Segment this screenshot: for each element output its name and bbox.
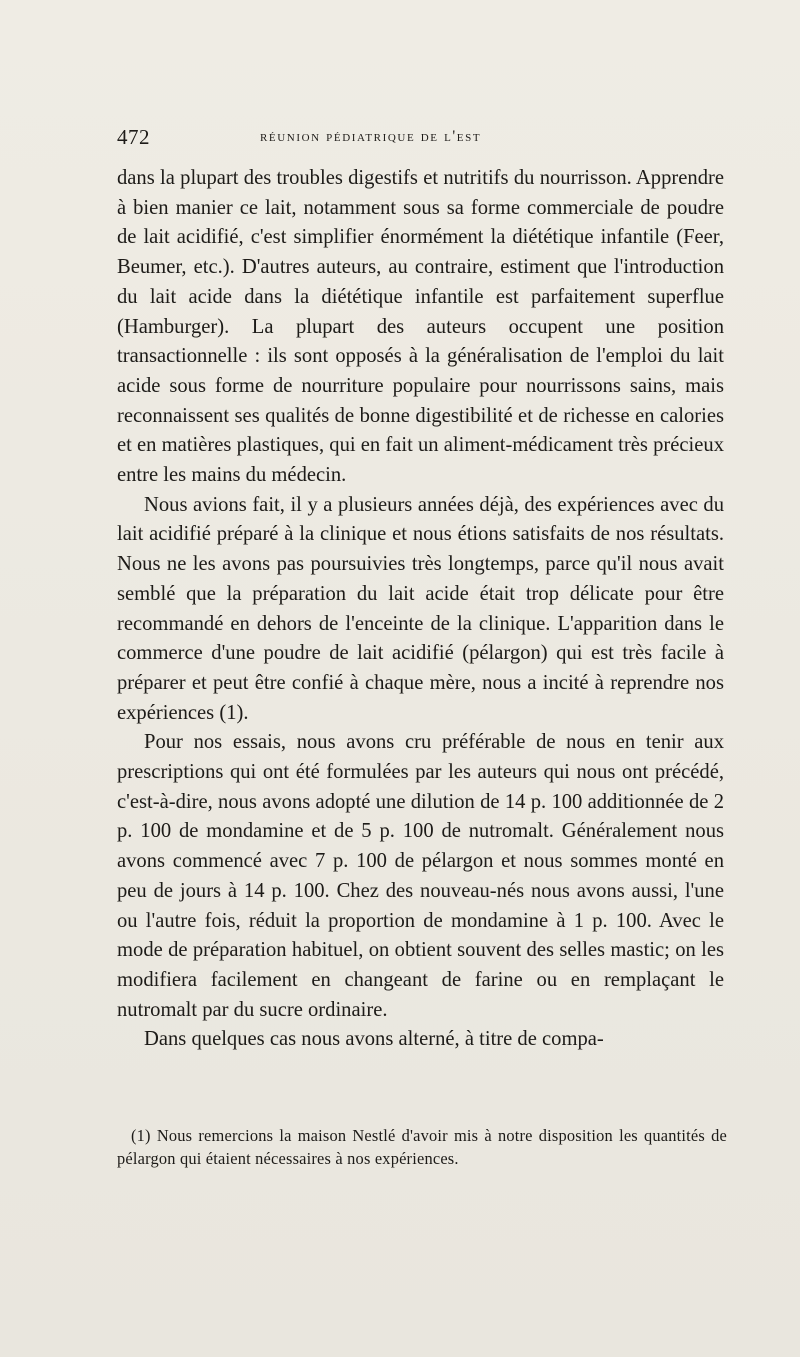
paragraph-1: dans la plupart des troubles digestifs et nutritifs du nourrisson. Apprendre à bien manier ce lait, notamment sous sa forme commerciale de poudre de lait acidifié, c'est simplifier énormément la diététique infantile (Feer, Beumer, etc.). D'autres auteurs, au contraire, estiment que l'introduction du lait acide dans la diététique infantile est parfaitement superflue (Hamburger). La plupart des auteurs occupent une position transactionnelle : ils sont opposés à la généralisation de l'emploi du lait acide sous forme de nourriture populaire pour nourrissons sains, mais reconnaissent ses qualités de bonne digestibilité et de richesse en calories et en matières plastiques, qui en fait un aliment-médicament très précieux entre les mains du médecin. [117,167,724,487]
footnote: (1) Nous remercions la maison Nestlé d'avoir mis à notre disposition les quantités de pélargon qui étaient nécessaires à nos expériences. [117,1126,727,1168]
body-text [117,164,724,1055]
paragraph-4: Dans quelques cas nous avons alterné, à titre de compa- [144,1028,604,1051]
running-title: réunion pédiatrique de l'est [260,128,482,145]
page-number: 472 [117,125,150,149]
page-header [117,125,724,151]
paragraph-3: Pour nos essais, nous avons cru préférable de nous en tenir aux prescriptions qui ont été formulées par les auteurs qui nous ont précédé, c'est-à-dire, nous avons adopté une dilution de 14 p. 100 additionnée de 2 p. 100 de mondamine et de 5 p. 100 de nutromalt. Généralement nous avons commencé avec 7 p. 100 de pélargon et nous sommes monté en peu de jours à 14 p. 100. Chez des nouveau-nés nous avons aussi, l'une ou l'autre fois, réduit la proportion de mondamine à 1 p. 100. Avec le mode de préparation habituel, on obtient souvent des selles mastic; on les modifiera facilement en changeant de farine ou en remplaçant le nutromalt par du sucre ordinaire. [117,731,724,1021]
paragraph-2: Nous avions fait, il y a plusieurs années déjà, des expériences avec du lait acidifié préparé à la clinique et nous étions satisfaits de nos résultats. Nous ne les avons pas poursuivies très longtemps, parce qu'il nous avait semblé que la préparation du lait acide était trop délicate pour être recommandé en dehors de l'enceinte de la clinique. L'apparition dans le commerce d'une poudre de lait acidifié (pélargon) qui est très facile à préparer et peut être confié à chaque mère, nous a incité à reprendre nos expériences (1). [117,493,724,724]
